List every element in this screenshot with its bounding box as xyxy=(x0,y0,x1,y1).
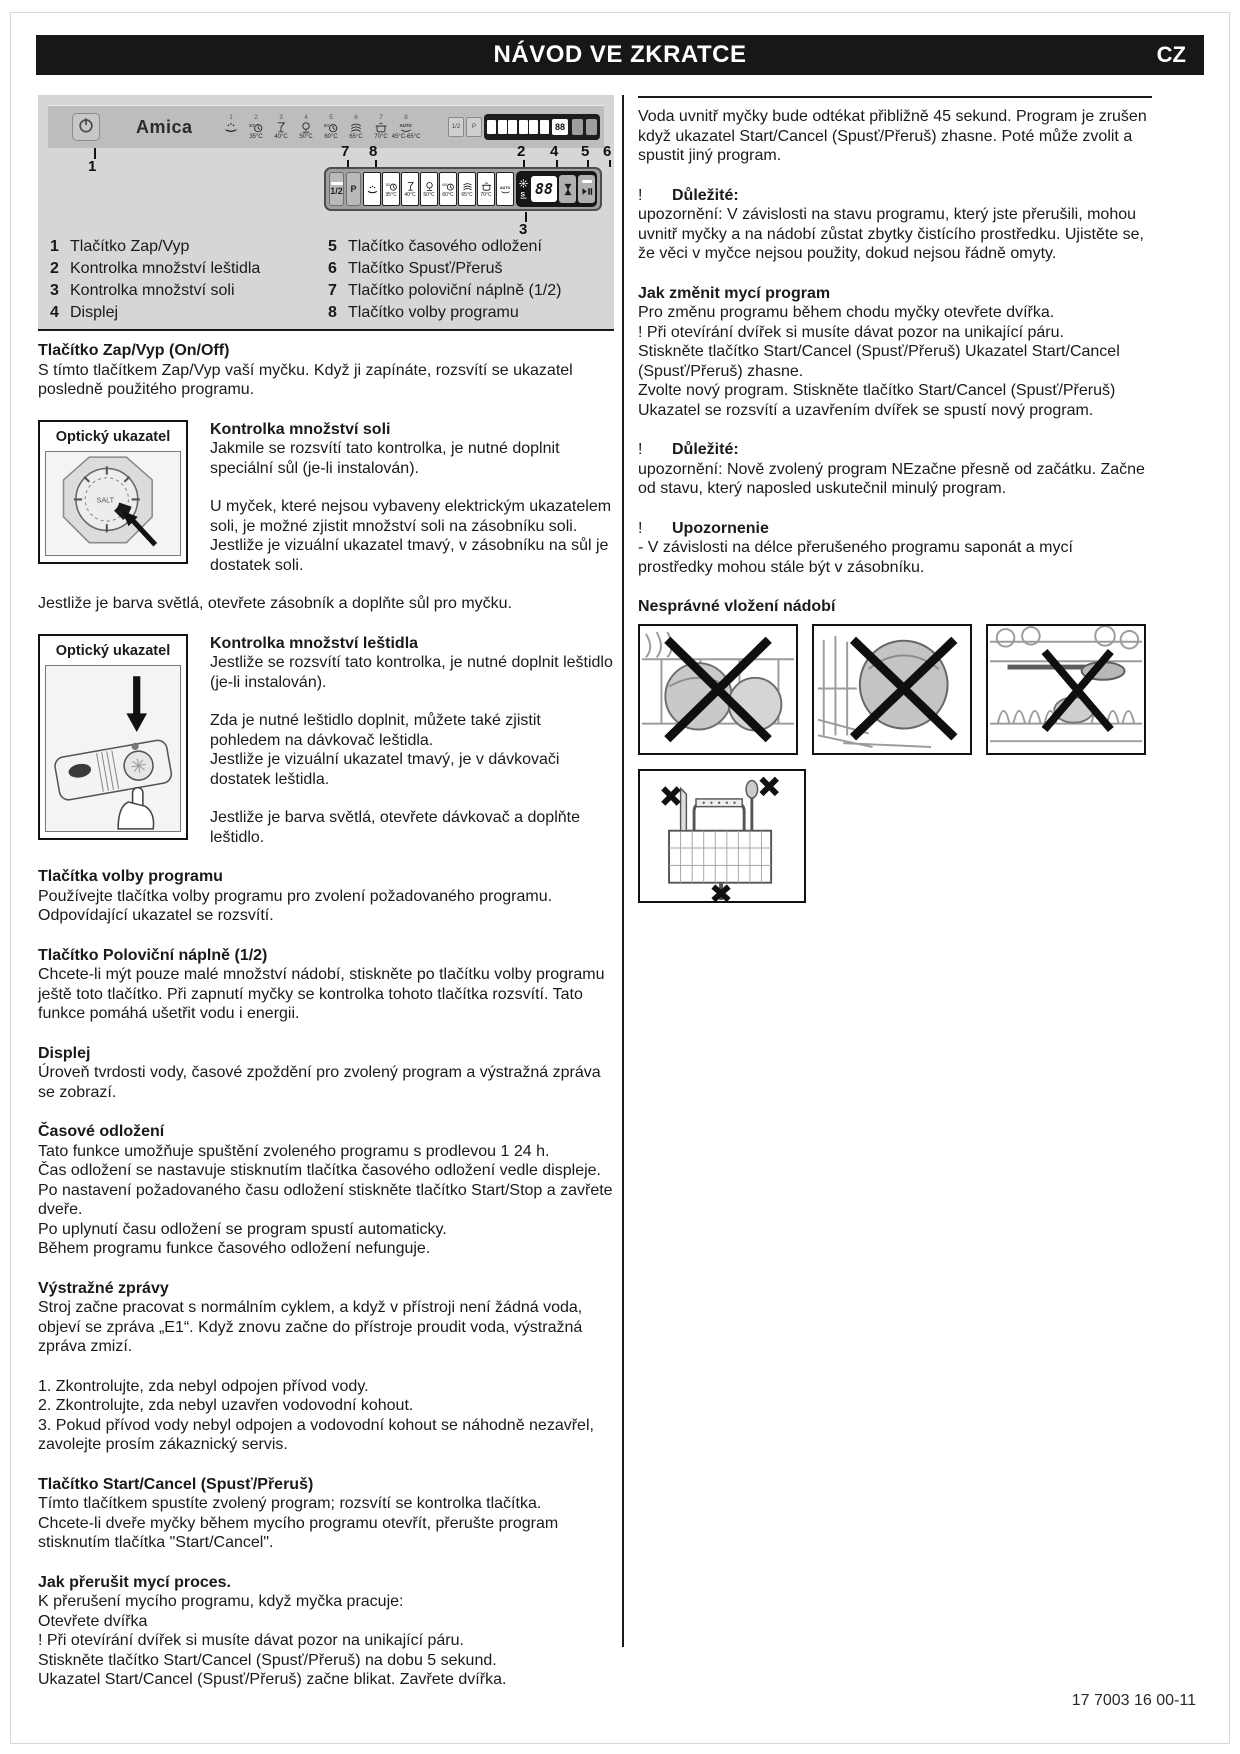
section-display xyxy=(38,1044,614,1103)
delay-timer-button xyxy=(559,175,576,203)
wrong-loading-image-1 xyxy=(638,624,798,755)
section-rinse-aid-indicator xyxy=(38,634,614,848)
mini-start-button xyxy=(586,119,597,135)
program-icon-glass xyxy=(269,114,294,141)
program-number: 4 xyxy=(304,113,308,121)
section-heading: Tlačítka volby programu xyxy=(38,868,223,885)
list-item: 1. Zkontrolujte, zda nebyl odpojen přívod vody. xyxy=(38,1377,369,1395)
brand-logo: Amica xyxy=(136,116,193,137)
language-code: CZ xyxy=(1156,42,1186,67)
important-block-2 xyxy=(638,440,1152,499)
program-number: 8 xyxy=(404,113,408,121)
important-heading xyxy=(638,186,1152,206)
mini-seven-segment-display: 88 xyxy=(552,119,568,135)
program-icon-quick-30min xyxy=(382,172,400,206)
exclamation-mark: ! xyxy=(638,441,643,458)
section-interrupt-wash xyxy=(38,1573,614,1690)
callout-rinse-indicator: 2 xyxy=(517,143,526,160)
section-time-delay xyxy=(38,1122,614,1259)
program-icon-eco xyxy=(294,114,319,141)
callout-salt-indicator: 3 xyxy=(519,221,528,238)
important-body: - V závislosti na délce přerušeného programu saponát a mycí prostředky mohou stále být v zásobníku. xyxy=(638,539,1073,576)
column-divider xyxy=(622,95,624,1647)
program-icon-auto xyxy=(496,172,514,206)
paragraph: Jestliže je barva světlá, otevřete dávkovač a doplňte leštidlo. xyxy=(210,809,580,846)
section-on-off xyxy=(38,341,614,400)
section-body: Používejte tlačítka volby programu pro zvolení požadovaného programu. Odpovídající ukazatel se rozsvítí. xyxy=(38,887,553,924)
legend-item-number: 8 xyxy=(328,304,337,321)
page-title: NÁVOD VE ZKRATCE xyxy=(493,41,747,68)
callout-line xyxy=(375,160,377,167)
legend-item xyxy=(50,236,322,258)
list-item: 3. Pokud přívod vody nebyl odpojen a vodovodní kohout se náhodně nezavřel, zavolejte prosím zákaznický servis. xyxy=(38,1416,594,1453)
section-body: Stroj začne pracovat s normálním cyklem, a když v přístroji není žádná voda, objeví se zpráva „E1“. Když znovu začne do přístroje proudit voda, výstražná zpráva zmizí. xyxy=(38,1299,583,1355)
program-temp: 35°C xyxy=(249,133,263,140)
half-load-label: 1/2 xyxy=(330,186,343,196)
line: Pro změnu programu během chodu myčky otevřete dvířka. xyxy=(638,304,1055,321)
indicator-column xyxy=(518,179,529,199)
rinse-dispenser-illustration xyxy=(45,665,181,832)
drain-paragraph: Voda uvnitř myčky bude odtékat přibližně 45 sekund. Program je zrušen když ukazatel Start/Cancel (Spusť/Přeruš) zhasne. Poté může zvolit a spustit jiný program. xyxy=(638,108,1147,164)
section-heading: Jak změnit mycí program xyxy=(638,284,831,302)
program-icon-60min xyxy=(319,114,344,141)
callout-program-select: 8 xyxy=(369,143,378,160)
program-select-label: P xyxy=(350,183,357,194)
line: Ukazatel se rozsvítí a uzavřením dvířek se spustí nový program. xyxy=(638,401,1094,419)
program-number: 2 xyxy=(254,113,258,121)
line: Během programu funkce časového odložení nefunguje. xyxy=(38,1240,431,1257)
wrong-loading-image-2 xyxy=(812,624,972,755)
page-header xyxy=(36,35,1204,75)
section-body: Úroveň tvrdosti vody, časové zpoždění pro zvolený program a výstražná zpráva se zobrazí. xyxy=(38,1064,601,1101)
program-temp: 70°C xyxy=(374,133,388,140)
line: Zvolte nový program. Stiskněte tlačítko Start/Cancel (Spusť/Přeruš) xyxy=(638,382,1116,399)
svg-text:SALT: SALT xyxy=(96,495,114,505)
important-label: Důležité: xyxy=(672,186,739,204)
subpanel-display-area xyxy=(516,171,597,207)
section-body: Chcete-li mýt pouze malé množství nádobí, stiskněte po tlačítku volby programu ještě toto tlačítko. Při zapnutí myčky se kontrolka tohoto tlačítka rozsvítí. Tato funkce pomáhá ušetřit vodu i energii. xyxy=(38,966,605,1022)
cutlery-basket-image xyxy=(638,769,806,903)
paragraph: Jakmile se rozsvítí tato kontrolka, je nutné doplnit speciální sůl (je-li instalován). xyxy=(210,440,560,477)
line: Čas odložení se nastavuje stisknutím tlačítka časového odložení vedle displeje. Po nastavení požadovaného času odložení stiskněte tlačítko Start/Stop a zavřete dveře. xyxy=(38,1162,613,1218)
legend-item-number: 5 xyxy=(328,238,337,255)
program-icon-pot xyxy=(477,172,495,206)
legend-item-label: Tlačítko poloviční náplně (1/2) xyxy=(348,282,562,299)
callout-line xyxy=(347,160,349,167)
mini-display-area xyxy=(484,114,600,140)
legend-item-number: 7 xyxy=(328,282,337,299)
mini-delay-button xyxy=(572,119,583,135)
program-icon-quick-30min xyxy=(244,114,269,141)
section-heading: Nesprávné vložení nádobí xyxy=(638,598,836,615)
control-panel-figure xyxy=(38,95,614,331)
power-icon xyxy=(76,115,96,140)
section-heading: Tlačítko Zap/Vyp (On/Off) xyxy=(38,342,230,359)
section-change-program xyxy=(638,284,1152,421)
program-icon-glass xyxy=(401,172,419,206)
line: Chcete-li dveře myčky během mycího programu otevřít, přerušte program stisknutím tlačítka "Start/Cancel". xyxy=(38,1514,559,1551)
program-number: 6 xyxy=(354,113,358,121)
optical-indicator-caption: Optický ukazatel xyxy=(55,642,171,659)
legend-item xyxy=(50,258,322,280)
optical-indicator-box-salt xyxy=(38,420,188,565)
callout-display: 4 xyxy=(550,143,559,160)
program-icon-intensive xyxy=(344,114,369,141)
play-pause-icon xyxy=(581,185,593,198)
optical-indicator-box-rinse xyxy=(38,634,188,840)
program-icon-prewash xyxy=(363,172,381,206)
subpanel-program-icons xyxy=(363,172,514,206)
section-wrong-loading xyxy=(638,597,1152,903)
callout-half-load: 7 xyxy=(341,143,350,160)
legend-column-2 xyxy=(328,236,602,324)
legend-item-label: Displej xyxy=(70,304,119,321)
program-temp: 45°C-65°C xyxy=(391,133,421,140)
legend-item-number: 2 xyxy=(50,260,59,277)
seven-segment-display: 88 xyxy=(531,176,557,202)
line: Tato funkce umožňuje spuštění zvoleného programu s prodlevou 1 24 h. xyxy=(38,1142,550,1160)
check-list xyxy=(38,1377,614,1455)
callout-delay-button: 5 xyxy=(581,143,590,160)
panel-miniature xyxy=(448,114,600,140)
mini-program-button: P xyxy=(466,117,482,137)
legend-item xyxy=(50,302,322,324)
legend-item xyxy=(328,258,602,280)
program-temp: 60°C xyxy=(324,133,338,140)
legend-column-1 xyxy=(50,236,322,324)
program-temp: 65°C xyxy=(349,133,363,140)
program-icon-pot xyxy=(369,114,394,141)
program-number: 3 xyxy=(279,113,283,121)
line: ! Při otevírání dvířek si musíte dávat pozor na unikající páru. xyxy=(38,1632,464,1649)
callout-line xyxy=(609,160,611,167)
legend-item-label: Tlačítko Zap/Vyp xyxy=(70,238,190,255)
section-start-cancel xyxy=(38,1475,614,1553)
half-load-button xyxy=(329,172,344,206)
wrong-loading-image-3 xyxy=(986,624,1146,755)
program-select-button xyxy=(346,172,361,206)
rinse-aid-indicator-icon xyxy=(519,179,528,188)
callout-power: 1 xyxy=(88,158,97,175)
program-number: 5 xyxy=(329,113,333,121)
line: K přerušení mycího programu, když myčka pracuje: xyxy=(38,1593,404,1610)
salt-cap-illustration xyxy=(45,451,181,556)
mini-program-cell xyxy=(498,120,507,134)
program-icon-60min xyxy=(439,172,457,206)
line: Stiskněte tlačítko Start/Cancel (Spusť/Přeruš) na dobu 5 sekund. xyxy=(38,1651,497,1669)
button-indicator xyxy=(331,182,343,185)
panel-photo-strip xyxy=(48,105,604,148)
callout-line xyxy=(587,160,589,167)
section-salt-indicator xyxy=(38,420,614,576)
legend-item xyxy=(328,236,602,258)
program-icon-row xyxy=(219,114,419,141)
section-half-load xyxy=(38,946,614,1024)
salt-indicator-icon xyxy=(519,190,528,199)
section-program-buttons xyxy=(38,867,614,926)
section-heading: Kontrolka množství soli xyxy=(210,420,391,438)
legend-item-label: Tlačítko časového odložení xyxy=(348,238,542,255)
program-temp: 40°C xyxy=(404,191,416,198)
hourglass-icon xyxy=(562,183,574,196)
program-icon-intensive xyxy=(458,172,476,206)
right-column xyxy=(638,96,1152,903)
line: Ukazatel Start/Cancel (Spusť/Přeruš) začne blikat. Zavřete dvířka. xyxy=(38,1671,507,1688)
callout-line xyxy=(523,160,525,167)
start-cancel-button xyxy=(578,175,595,203)
mini-half-load-button: 1/2 xyxy=(448,117,464,137)
legend-item-label: Kontrolka množství leštidla xyxy=(70,260,261,277)
section-body: S tímto tlačítkem Zap/Vyp vaší myčku. Když ji zapínáte, rozsvítí se ukazatel posledně použitého programu. xyxy=(38,361,573,398)
program-temp: 60°C xyxy=(442,191,454,198)
legend-item-label: Tlačítko volby programu xyxy=(348,304,519,321)
legend-item-number: 4 xyxy=(50,304,59,321)
program-temp: 40°C xyxy=(274,133,288,140)
program-icon-eco xyxy=(420,172,438,206)
important-block-1 xyxy=(638,186,1152,264)
wrong-loading-image-row xyxy=(638,624,1152,755)
list-item: 2. Zkontrolujte, zda nebyl uzavřen vodovodní kohout. xyxy=(38,1397,414,1414)
paragraph: Zda je nutné leštidlo doplnit, můžete také zjistit pohledem na dávkovač leštidla. xyxy=(210,712,541,749)
section-heading: Výstražné zprávy xyxy=(38,1279,169,1297)
exclamation-mark: ! xyxy=(638,519,643,537)
legend-item-label: Tlačítko Spusť/Přeruš xyxy=(348,260,503,277)
power-button xyxy=(72,113,100,141)
section-heading: Displej xyxy=(38,1044,91,1062)
paragraph: U myček, které nejsou vybaveny elektrickým ukazatelem soli, je možné zjistit množství soli na zásobníku soli. Jestliže je vizuální ukazatel tmavý, v zásobníku na sůl je dostatek soli. xyxy=(210,498,612,574)
legend-item xyxy=(328,302,602,324)
program-temp: 50°C xyxy=(299,133,313,140)
line: Po uplynutí času odložení se program spustí automaticky. xyxy=(38,1220,447,1238)
button-indicator xyxy=(582,180,592,183)
section-heading: Tlačítko Start/Cancel (Spusť/Přeruš) xyxy=(38,1475,314,1493)
section-heading: Kontrolka množství leštidla xyxy=(210,634,419,652)
important-body: upozornění: Nově zvolený program NEzačne přesně od začátku. Začne od stavu, který naposled uskutečnil minulý program. xyxy=(638,460,1145,497)
optical-indicator-caption: Optický ukazatel xyxy=(55,428,171,445)
program-icon-prewash xyxy=(219,114,244,141)
important-heading xyxy=(638,440,1152,460)
control-subpanel xyxy=(324,167,602,211)
section-heading: Jak přerušit mycí proces. xyxy=(38,1573,231,1591)
line: ! Při otevírání dvířek si musíte dávat pozor na unikající páru. xyxy=(638,323,1064,341)
program-number: 7 xyxy=(379,113,383,121)
program-icon-auto xyxy=(391,113,421,141)
legend-item-number: 1 xyxy=(50,238,59,255)
section-warnings xyxy=(38,1279,614,1357)
rinse-aid-indicator-text xyxy=(210,634,614,848)
salt-indicator-text xyxy=(210,420,614,576)
callout-start-button: 6 xyxy=(603,143,612,160)
mini-program-cell xyxy=(487,120,496,134)
important-body: upozornění: V závislosti na stavu programu, který jste přerušili, mohou uvnitř myčky a na nádobí zůstat zbytky čistícího prostředku. Ujistěte se, že věci v myčce nejsou použity, dokud nejsou řádně omyty. xyxy=(638,206,1144,262)
program-temp: 65°C xyxy=(461,191,473,198)
important-label: Důležité: xyxy=(672,441,739,458)
important-block-3 xyxy=(638,519,1152,578)
legend-item xyxy=(328,280,602,302)
legend-item-number: 6 xyxy=(328,260,337,277)
left-column xyxy=(38,341,614,1690)
program-temp: 50°C xyxy=(423,191,435,198)
column-top-rule xyxy=(638,96,1152,98)
line: Stiskněte tlačítko Start/Cancel (Spusť/Přeruš) Ukazatel Start/Cancel (Spusť/Přeruš) zhasne. xyxy=(638,343,1120,380)
line: Otevřete dvířka xyxy=(38,1612,148,1630)
paragraph: Jestliže se rozsvítí tato kontrolka, je nutné doplnit leštidlo (je-li instalován). xyxy=(210,654,613,691)
salt-refill-note: Jestliže je barva světlá, otevřete zásobník a doplňte sůl pro myčku. xyxy=(38,595,513,612)
program-temp: 35°C xyxy=(385,191,397,198)
mini-program-cell xyxy=(540,120,549,134)
section-heading: Časové odložení xyxy=(38,1123,165,1140)
exclamation-mark: ! xyxy=(638,186,643,204)
callout-line xyxy=(556,160,558,167)
legend-item-label: Kontrolka množství soli xyxy=(70,282,235,299)
mini-program-cell xyxy=(519,120,528,134)
program-number: 1 xyxy=(229,113,233,121)
panel-legend xyxy=(50,236,602,324)
mini-program-cell xyxy=(529,120,538,134)
legend-item-number: 3 xyxy=(50,282,59,299)
section-heading: Tlačítko Poloviční náplně (1/2) xyxy=(38,946,268,964)
line: Tímto tlačítkem spustíte zvolený program; rozsvítí se kontrolka tlačítka. xyxy=(38,1495,542,1512)
paragraph: Jestliže je vizuální ukazatel tmavý, je v dávkovači dostatek leštidla. xyxy=(210,751,560,788)
important-heading xyxy=(638,519,1152,539)
legend-item xyxy=(50,280,322,302)
mini-program-cell xyxy=(508,120,517,134)
program-temp: 70°C xyxy=(480,191,492,198)
document-code: 17 7003 16 00-11 xyxy=(1071,1692,1196,1709)
important-label: Upozornenie xyxy=(672,519,769,537)
